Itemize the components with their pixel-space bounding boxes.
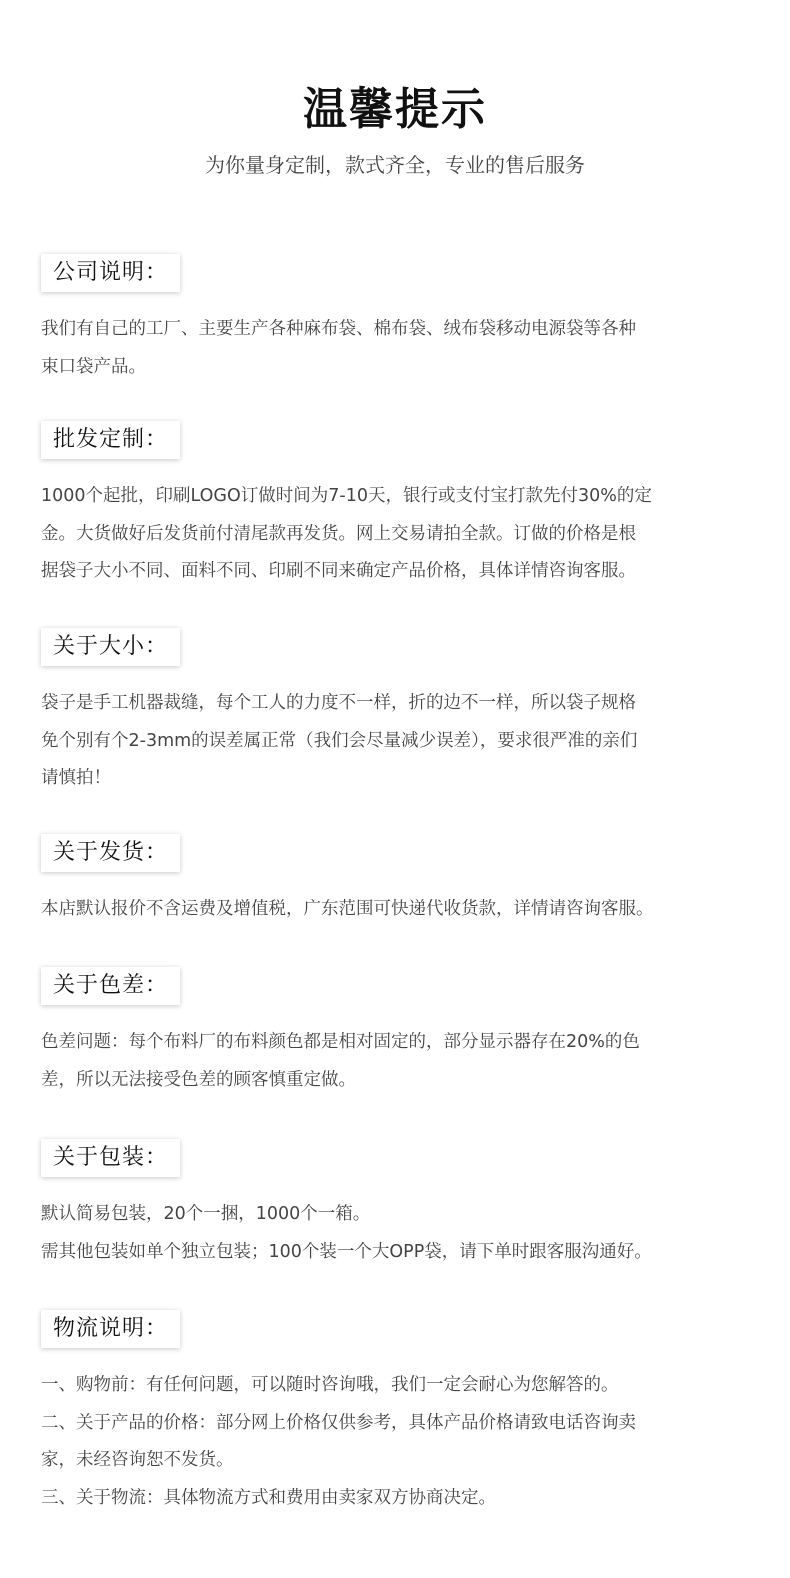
- section-heading: 批发定制：: [41, 421, 180, 459]
- body-line: 请慎拍！: [41, 768, 111, 788]
- body-line: 需其他包装如单个独立包装；100个装一个大OPP袋，请下单时跟客服沟通好。: [41, 1241, 652, 1262]
- section-heading: 关于色差：: [41, 967, 180, 1005]
- section-body: [41, 1367, 741, 1517]
- section-heading: 关于包装：: [41, 1139, 180, 1177]
- body-line: 本店默认报价不含运费及增值税，广东范围可快递代收货款，详情请咨询客服。: [41, 899, 654, 919]
- section-shipping: [41, 834, 741, 929]
- section-size: [41, 628, 741, 798]
- body-line: 袋子是手工机器裁缝，每个工人的力度不一样，折的边不一样，所以袋子规格: [41, 693, 636, 713]
- body-line: 束口袋产品。: [41, 356, 146, 377]
- section-heading: 公司说明：: [41, 254, 180, 292]
- section-body: [41, 1024, 741, 1099]
- body-line: 1000个起批，印刷LOGO订做时间为7-10天，银行或支付宝打款先付30%的定: [41, 486, 652, 506]
- section-heading: 物流说明：: [41, 1310, 180, 1348]
- body-line: 三、关于物流：具体物流方式和费用由卖家双方协商决定。: [41, 1487, 496, 1508]
- section-packaging: [41, 1139, 741, 1271]
- section-heading: 关于发货：: [41, 834, 180, 872]
- body-line: 据袋子大小不同、面料不同、印刷不同来确定产品价格，具体详情咨询客服。: [41, 561, 636, 581]
- body-line: 默认简易包装，20个一捆，1000个一箱。: [41, 1204, 371, 1224]
- body-line: 色差问题：每个布料厂的布料颜色都是相对固定的，部分显示器存在20%的色: [41, 1032, 640, 1052]
- body-line: 我们有自己的工厂、主要生产各种麻布袋、棉布袋、绒布袋移动电源袋等各种: [41, 319, 636, 339]
- section-color-difference: [41, 967, 741, 1099]
- page-title: 温馨提示: [303, 84, 487, 135]
- page-subtitle: 为你量身定制，款式齐全，专业的售后服务: [205, 153, 585, 177]
- section-body: [41, 1196, 741, 1271]
- section-wholesale: [41, 421, 741, 591]
- section-company: [41, 254, 741, 386]
- section-body: [41, 478, 741, 591]
- body-line: 二、关于产品的价格：部分网上价格仅供参考，具体产品价格请致电话咨询卖: [41, 1412, 636, 1433]
- section-body: [41, 685, 741, 798]
- section-logistics: [41, 1310, 741, 1517]
- body-line: 免个别有个2-3mm的误差属正常（我们会尽量减少误差），要求很严准的亲们: [41, 730, 638, 751]
- body-line: 家，未经咨询恕不发货。: [41, 1450, 234, 1470]
- body-line: 一、购物前：有任何问题，可以随时咨询哦，我们一定会耐心为您解答的。: [41, 1375, 619, 1395]
- section-body: [41, 891, 741, 929]
- section-body: [41, 311, 741, 386]
- body-line: 金。大货做好后发货前付清尾款再发货。网上交易请拍全款。订做的价格是根: [41, 523, 636, 544]
- body-line: 差，所以无法接受色差的顾客慎重定做。: [41, 1069, 356, 1090]
- section-heading: 关于大小：: [41, 628, 180, 666]
